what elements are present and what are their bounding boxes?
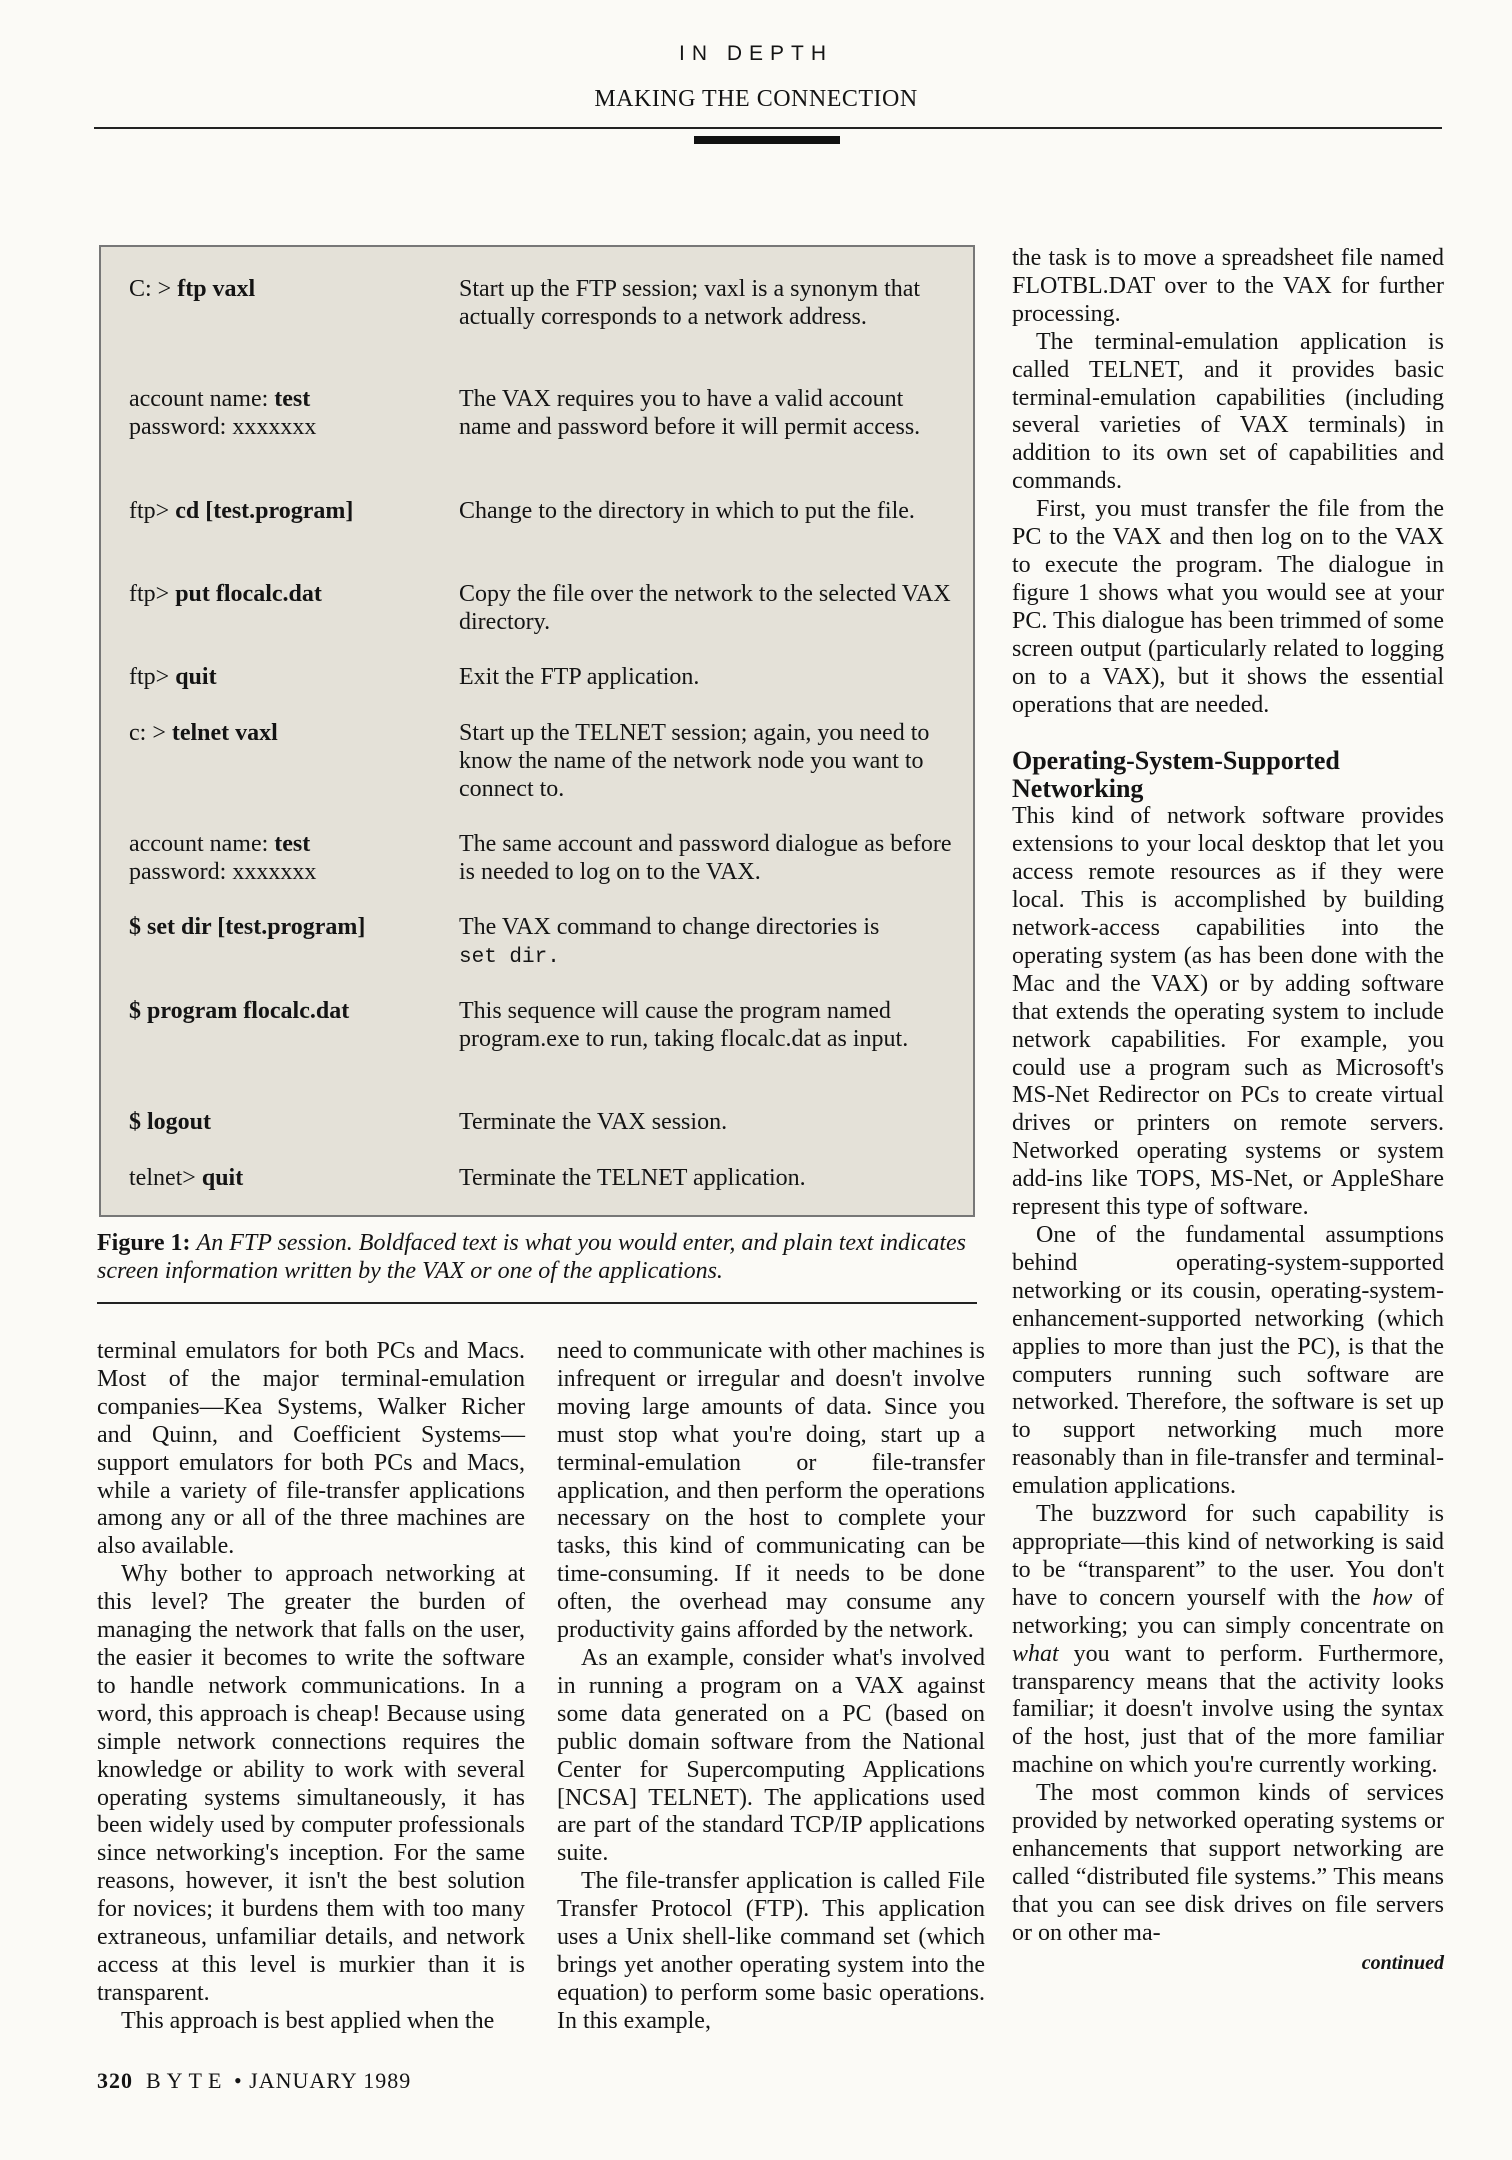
page-footer: 320 BYTE • JANUARY 1989 [97, 2068, 412, 2093]
text-column-3: the task is to move a spreadsheet file named FLOTBL.DAT over to the VAX for further processing. The terminal-emulation application is called TELNET, and it provides basic terminal-emulation capabilities (including several varieties of VAX terminals) in addition to its own set of capabilities and commands. First, you must transfer the file from the PC to the VAX and then log on to the VAX to execute the program. The dialogue in figure 1 shows what you would see at your PC. This dialogue has been trimmed of some screen output (particularly related to logging on to a VAX), but it shows the essential operations that are needed. Operating-System-Supported Networking This kind of network software provides extensions to your local desktop that let you access remote resources as if they were local. This is accomplished by building network-access capabilities into the operating system (as has been done with the Mac and the VAX) or by adding software that extends the operating system to include network capabilities. For example, you could use a program such as Microsoft's MS-Net Redirector on PCs to create virtual drives or printers on remote servers. Networked operating systems or system add-ins like TOPS, MS-Net, or AppleShare represent this type of software. One of the fundamental assumptions behind operating-system-supported networking or its cousin, operating-system-enhancement-supported networking (which applies to more than just the PC), is that the computers running such software are networked. Therefore, the software is set up to support networking much more reasonably than in file-transfer and terminal-emulation applications. The buzzword for such capability is appropriate—this kind of networking is said to be “transparent” to the user. You don't have to concern yourself with the how of networking; you can simply concentrate on what you want to perform. Furthermore, transparency means that the activity looks familiar; it doesn't involve using the syntax of the host, just that of the more familiar machine on which you're currently working. The most common kinds of services provided by networked operating systems or enhancements that support networking are called “distributed file systems.” This means that you can see disk drives on file servers or on other ma- continued [1012, 245, 1444, 1977]
page-title: MAKING THE CONNECTION [594, 86, 918, 112]
header-rule [94, 127, 1442, 129]
header-bar [694, 136, 840, 144]
section-heading: Operating-System-Supported Networking [1012, 746, 1340, 804]
continued-label: continued [1361, 1951, 1444, 1974]
text-column-2: need to communicate with other machines is infrequent or irregular and doesn't involve moving large amounts of data. Since you must stop what you're doing, start up a terminal-emulation or file-transfer application, and then perform the operations necessary on the host to complete your tasks, this kind of communicating can be time-consuming. If it needs to be done often, the overhead may consume any productivity gains afforded by the network. As an example, consider what's involved in running a program on a VAX against some data generated on a PC (based on public domain software from the National Center for Supercomputing Applications [NCSA] TELNET). The applications used are part of the standard TCP/IP applications suite. The file-transfer application is called File Transfer Protocol (FTP). This application uses a Unix shell-like command set (which brings yet another operating system into the equation) to perform some basic operations. In this example, [557, 1338, 985, 2034]
text-column-1: terminal emulators for both PCs and Macs. Most of the major terminal-emulation companies—Kea Systems, Walker Richer and Quinn, and Coefficient Systems—support emulators for both PCs and Macs, while a variety of file-transfer applications among any or all of the three machines are also available. Why bother to approach networking at this level? The greater the burden of managing the network that falls on the user, the easier it becomes to write the software to handle network communications. In a word, this approach is cheap! Because using simple network connections requires the knowledge or ability to work with several operating systems simultaneously, it has been widely used by computer professionals since networking's inception. For the same reasons, however, it isn't the best solution for novices; it burdens them with too many extraneous, unfamiliar details, and network access at this level is murkier than it is transparent. This approach is best applied when the [97, 1338, 525, 2034]
section-label: IN DEPTH [678, 42, 833, 65]
figure-caption: Figure 1: An FTP session. Boldfaced text is what you would enter, and plain text indicates screen information written by the VAX or one of the applications. [97, 1230, 967, 1284]
figure-box: C: > ftp vaxl Start up the FTP session; vaxl is a synonym that actually corresponds to a network address. account name: test password: xxxxxxx The VAX requires you to have a valid account name and password before it will permit access. ftp> cd [test.program] Change to the directory in which to put the file. ftp> put flocalc.dat Copy the file over the network to the selected VAX directory. ftp> quit Exit the FTP application. c: > telnet vaxl Start up the TELNET session; again, you need to know the name of the network node you want to connect to. account name: test password: xxxxxxx The same account and password dialogue as before is needed to log on to the VAX. $ set dir [test.program] The VAX command to change directories is set dir. $ program flocalc.dat This sequence will cause the program named program.exe to run, taking flocalc.dat as input. $ logout Terminate the VAX session. telnet> quit Terminate the TELNET application. [99, 245, 975, 1217]
caption-rule [97, 1302, 977, 1304]
